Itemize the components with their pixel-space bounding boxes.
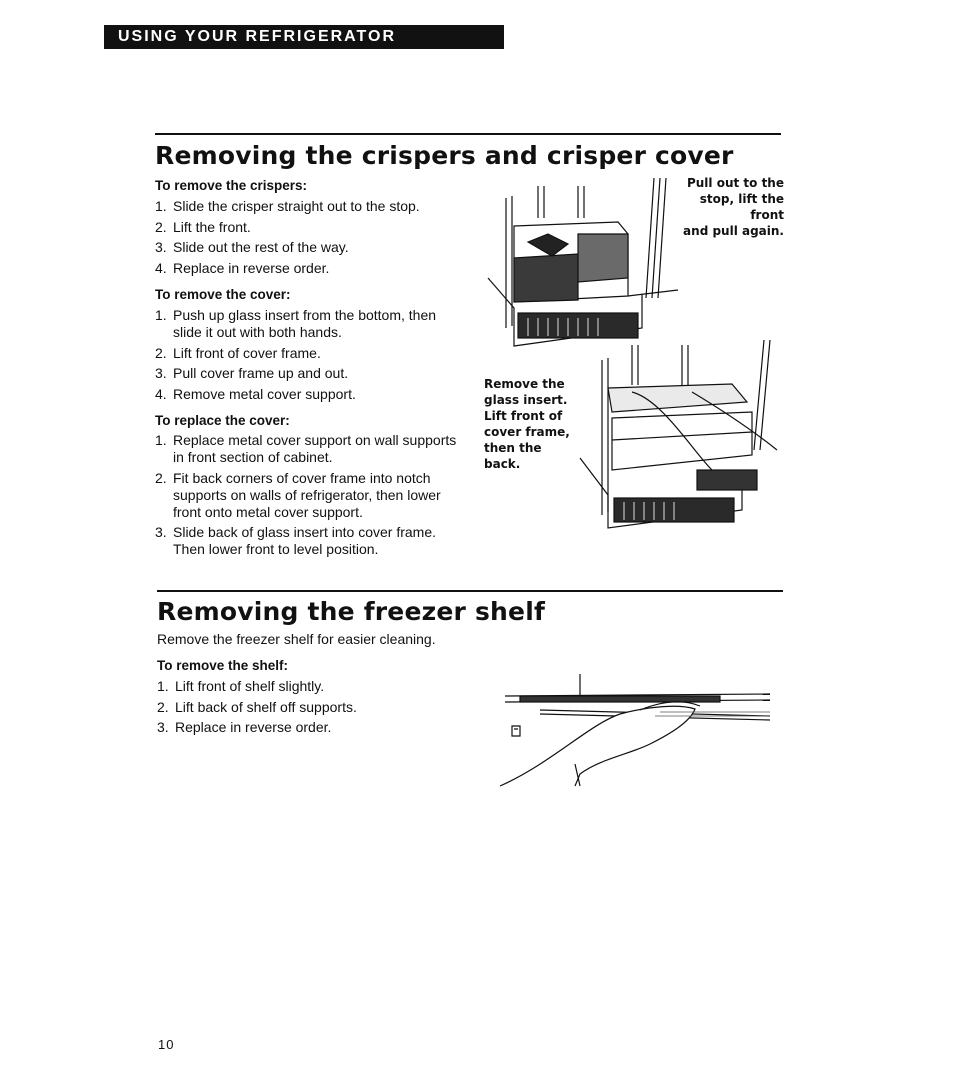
cover-caption: Remove the glass insert. Lift front of cover frame, then the back. xyxy=(484,377,570,471)
list-item: 2. Lift front of cover frame. xyxy=(155,344,321,361)
remove-crispers-steps xyxy=(155,198,455,280)
list-item: 4. Replace in reverse order. xyxy=(155,259,330,276)
freezer-shelf-illustration xyxy=(490,674,775,794)
crisper-cover-illustration xyxy=(572,340,782,535)
list-item: 1. Replace metal cover support on wall supports in front section of cabinet. xyxy=(155,432,457,465)
list-item: 1. Slide the crisper straight out to the stop. xyxy=(155,198,420,214)
list-item: 2. Lift back of shelf off supports. xyxy=(157,698,357,715)
list-item: 3. Replace in reverse order. xyxy=(157,719,332,735)
replace-cover-steps xyxy=(155,432,460,562)
list-item: 1. Lift front of shelf slightly. xyxy=(157,678,325,694)
section-header-bar xyxy=(104,25,504,49)
section-header-title: USING YOUR REFRIGERATOR xyxy=(118,28,397,45)
remove-shelf-steps xyxy=(157,678,457,740)
remove-cover-steps xyxy=(155,307,440,406)
remove-shelf-heading: To remove the shelf: xyxy=(157,658,289,673)
section-rule-freezer xyxy=(157,590,783,592)
section-rule-crispers xyxy=(155,133,781,135)
remove-crispers-heading: To remove the crispers: xyxy=(155,178,308,193)
list-item: 2. Lift the front. xyxy=(155,218,251,235)
crisper-caption: Pull out to the stop, lift the front and pull again. xyxy=(683,176,784,238)
list-item: 4. Remove metal cover support. xyxy=(155,385,356,402)
list-item: 2. Fit back corners of cover frame into notch supports on walls of refrigerator, then lower front onto metal cover support. xyxy=(155,469,441,520)
freezer-section-title: Removing the freezer shelf xyxy=(157,597,546,626)
replace-cover-heading: To replace the cover: xyxy=(155,413,290,428)
remove-cover-heading: To remove the cover: xyxy=(155,287,291,302)
crispers-section-title: Removing the crispers and crisper cover xyxy=(155,141,734,170)
crisper-illustration xyxy=(478,178,688,358)
list-item: 3. Slide out the rest of the way. xyxy=(155,239,349,255)
list-item: 3. Slide back of glass insert into cover frame. Then lower front to level position. xyxy=(155,524,437,557)
freezer-intro: Remove the freezer shelf for easier cleaning. xyxy=(157,631,436,647)
list-item: 1. Push up glass insert from the bottom, then slide it out with both hands. xyxy=(155,307,437,340)
page-number: 10 xyxy=(158,1037,175,1052)
list-item: 3. Pull cover frame up and out. xyxy=(155,365,349,381)
